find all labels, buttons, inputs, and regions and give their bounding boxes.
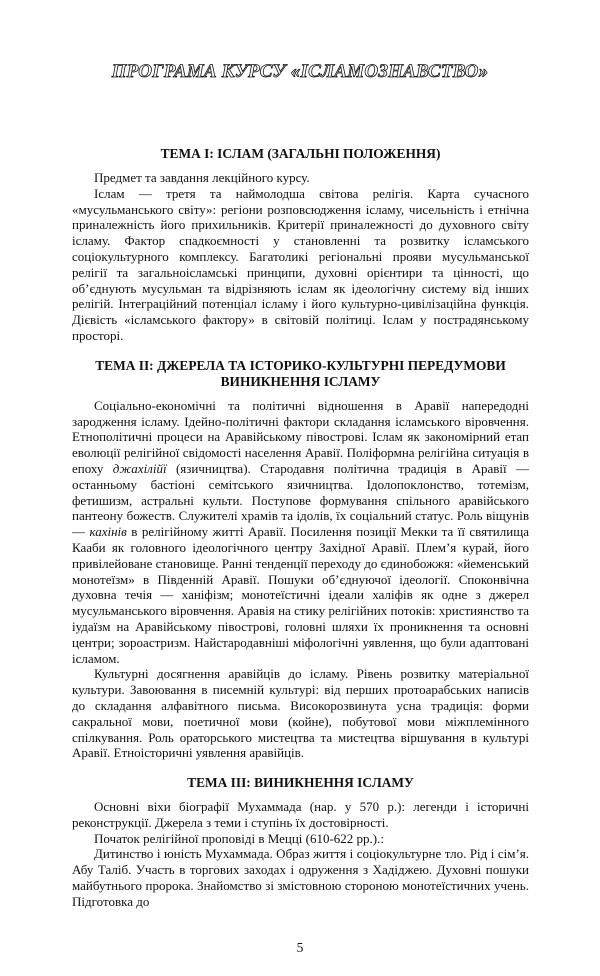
paragraph: Предмет та завдання лекційного курсу. [94,170,310,185]
page-number: 5 [296,939,304,955]
paragraph: Дитинство і юність Мухаммада. Образ життя і соціокультурне тло. Рід і сім’я. Абу Таліб. Участь в торгових заходах і одруження з Хадіджею. Духовні пошуки майбутнього пророка. Знайомство зі змістовною стороною монотеїстичних учень. Підготовка до [72,846,529,909]
text-run: (язичництва). Стародавня політична традиція в Аравії — останньому бастіоні семітського язичництва. Ідолопоклонство, тотемізм, фетишизм, астральні культи. Поступове формування спільного аравійського пантеону божеств. Служителі храмів та ідолів, їх соціальний статус. Роль віщунів — [72,460,529,540]
paragraph: Основні віхи біографії Мухаммада (нар. у 570 р.): легенди і історичні реконструкції. Джерела з теми і ступінь їх достовірності. [72,799,529,830]
section-topic-1 [72,146,529,344]
paragraph: Культурні досягнення аравійців до ісламу. Рівень розвитку матеріальної культури. Завоювання в писемній культурі: від перших протоарабських написів до складання алфавітного письма. Високорозвинута усна традиція: форми сакральної мови, поетичної мови (койне), побутової мови міжплемінного спілкування. Роль ораторського мистецтва та мистецтва віршування в культурі Аравії. Етноісторичні уявлення аравійців. [72,666,529,761]
italic-term: кахінів [89,524,127,540]
text-run: Соціально-економічні та політичні відношення в Аравії напередодні зародження ісламу. Ідейно-політичні фактори складання ісламського віровчення. Етнополітичні процеси на Аравійському півострові. Іслам як закономірний етап еволюції релігійної свідомості населення Аравії. Поліформна релігійна ситуація в епоху [72,397,529,476]
paragraph [72,398,529,667]
paragraph: Іслам — третя та наймолодша світова релігія. Карта сучасного «мусульманського світу»: регіони розповсюдження ісламу, чисельність і етнічна приналежність його прихильників. Критерії приналежності до духовного світу ісламу. Фактор спадкоємності у становленні та розвитку ісламського соціокультурного комплексу. Багатоликі регіональні прояви мусульманської релігії та загальноісламські принципи, духовні орієнтири та цінності, що об’єднують мусульман та відрізняють іслам як ідеологічну систему від інших релігій. Інтеграційний потенціал ісламу і його культурно-цивілізаційна функція. Дієвість «ісламського фактору» в світовій політиці. Іслам у пострадянському просторі. [72,185,529,343]
paragraph: Початок релігійної проповіді в Мецці (610-622 рр.).: [94,830,384,846]
section-topic-2 [72,358,529,761]
italic-term: джахілійї [112,460,167,476]
heading-line: ТЕМА ІІ: ДЖЕРЕЛА ТА ІСТОРИКО-КУЛЬТУРНІ ПЕРЕДУМОВИ [95,357,506,373]
heading-line: ВИНИКНЕННЯ ІСЛАМУ [220,373,381,389]
section-topic-3 [72,775,529,910]
document-title: ПРОГРАМА КУРСУ «ІСЛАМОЗНАВСТВО» [111,61,489,82]
section-heading: ТЕМА ІІІ: ВИНИКНЕННЯ ІСЛАМУ [187,775,414,791]
section-heading [72,358,529,390]
section-heading: ТЕМА І: ІСЛАМ (ЗАГАЛЬНІ ПОЛОЖЕННЯ) [160,146,441,161]
text-run: в релігійному житті Аравії. Посилення позиції Мекки та її святилища Кааби як головного ідеологічного центру Західної Аравії. Плем’я курай, його привілейоване становище. Ранні тенденції переходу до єдинобожжя: «йеменський монотеїзм» в Південній Аравії. Пошуки об’єднуючої ідеології. Споконвічна духовна течія — ханіфізм; монотеїстичні ідеали халіфів як одне з джерел мусульманського віровчення. Аравія на стику релігійних потоків: християнство та іудаїзм на Аравійському півострові, головні шляхи їх проникнення та основні центри; зороастризм. Найстародавніші міфологічні уявлення, що були адаптовані ісламом. [72,524,529,666]
content-column [72,146,529,910]
